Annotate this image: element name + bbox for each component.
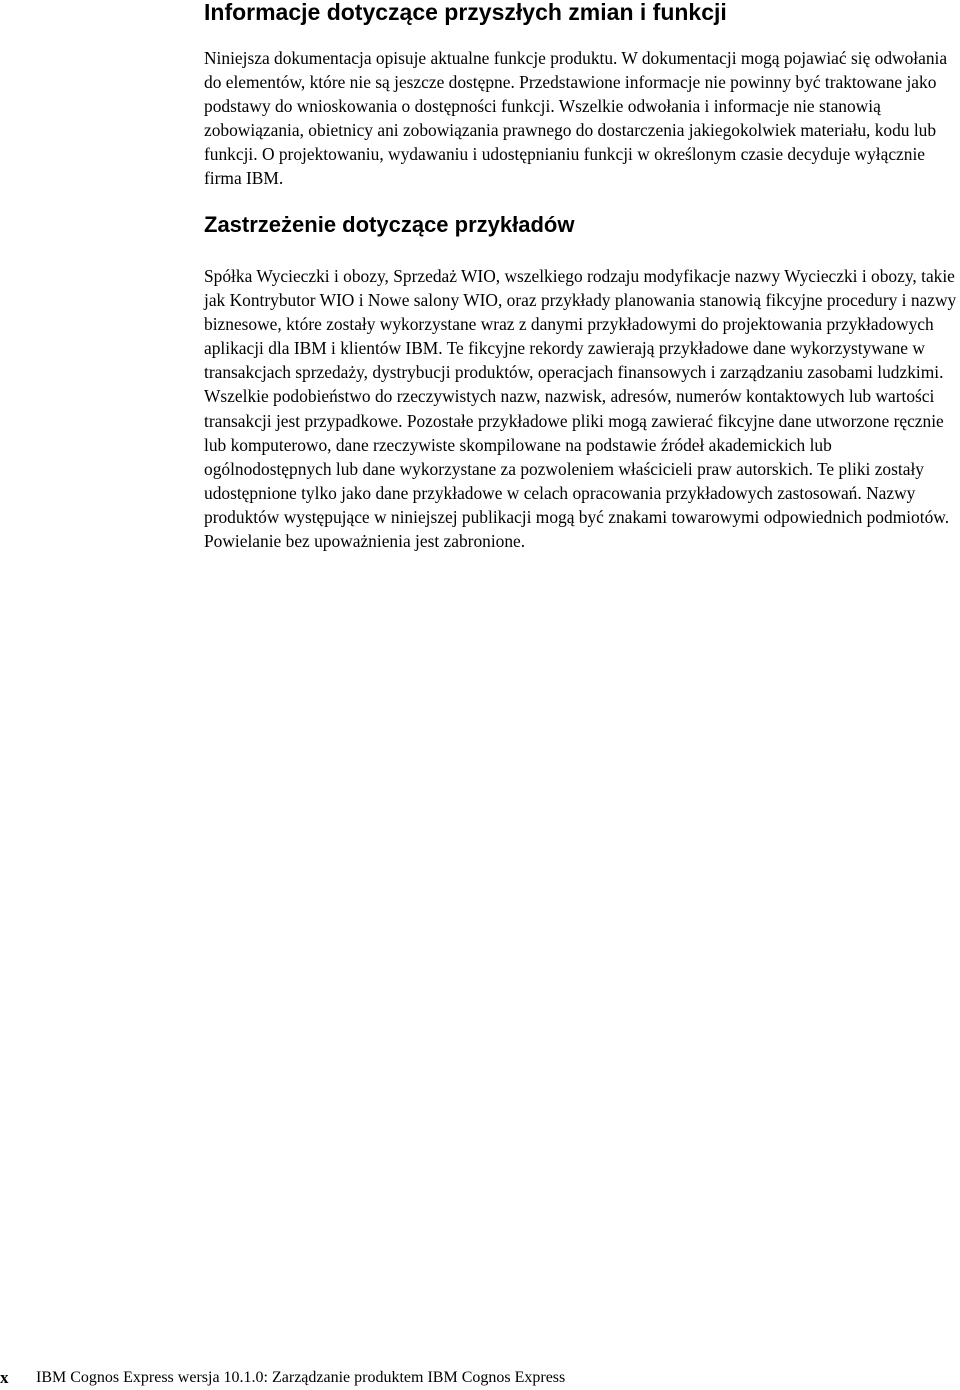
examples-disclaimer-section	[204, 212, 958, 553]
page-footer	[0, 1366, 960, 1390]
examples-disclaimer-heading: Zastrzeżenie dotyczące przykładów	[204, 212, 575, 237]
future-changes-paragraph: Niniejsza dokumentacja opisuje aktualne funkcje produktu. W dokumentacji mogą pojawiać się odwołania do elementów, które nie są jeszcze dostępne. Przedstawione informacje nie powinny być traktowane jako podstawy do wnioskowania o dostępności funkcji. Wszelkie odwołania i informacje nie stanowią zobowiązania, obietnicy ani zobowiązania prawnego do dostarczenia jakiegokolwiek materiału, kodu lub funkcji. O projektowaniu, wydawaniu i udostępnianiu funkcji w określonym czasie decyduje wyłącznie firma IBM.	[204, 48, 948, 188]
examples-disclaimer-paragraph: Spółka Wycieczki i obozy, Sprzedaż WIO, wszelkiego rodzaju modyfikacje nazwy Wycieczki i obozy, takie jak Kontrybutor WIO i Nowe salony WIO, oraz przykłady planowania stanowią fikcyjne procedury i nazwy biznesowe, które zostały wykorzystane wraz z danymi przykładowymi do projektowania przykładowych aplikacji dla IBM i klientów IBM. Te fikcyjne rekordy zawierają przykładowe dane wykorzystywane w transakcjach sprzedaży, dystrybucji produktów, operacjach finansowych i zarządzaniu zasobami ludzkimi. Wszelkie podobieństwo do rzeczywistych nazw, nazwisk, adresów, numerów kontaktowych lub wartości transakcji jest przypadkowe. Pozostałe przykładowe pliki mogą zawierać fikcyjne dane utworzone ręcznie lub komputerowo, dane rzeczywiste skompilowane na podstawie źródeł akademickich lub ogólnodostępnych lub dane wykorzystane za pozwoleniem właścicieli praw autorskich. Te pliki zostały udostępnione tylko jako dane przykładowe w celach opracowania przykładowych zastosowań. Nazwy produktów występujące w niniejszej publikacji mogą być znakami towarowymi odpowiednich podmiotów. Powielanie bez upoważnienia jest zabronione.	[204, 266, 957, 552]
future-changes-section	[204, 0, 958, 190]
page-number: x	[0, 1368, 9, 1387]
future-changes-heading: Informacje dotyczące przyszłych zmian i funkcji	[204, 0, 727, 25]
running-title: IBM Cognos Express wersja 10.1.0: Zarządzanie produktem IBM Cognos Express	[36, 1369, 566, 1386]
